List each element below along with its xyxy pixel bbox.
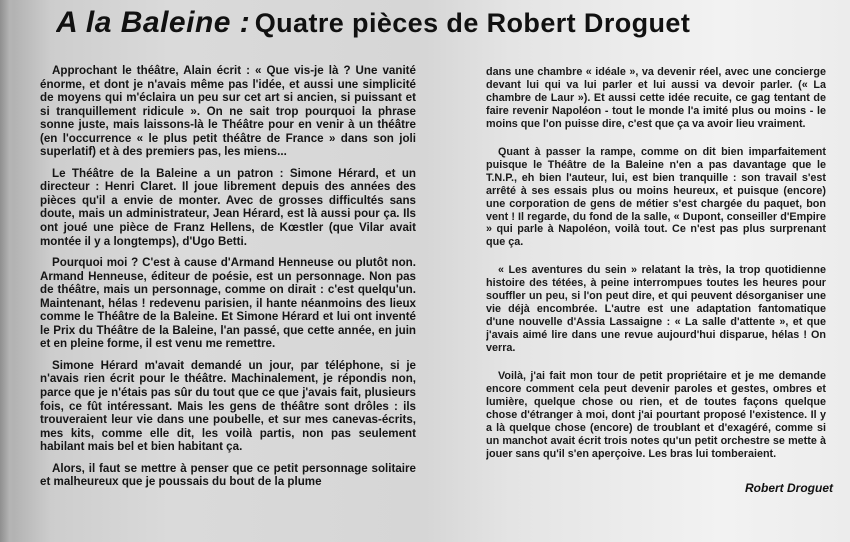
paragraph: Alors, il faut se mettre à penser que ce petit personnage solitaire et malheureux que je poussais du bout de la plume [40,461,416,489]
title-subject: Quatre pièces de Robert Droguet [254,8,691,38]
paragraph: « Les aventures du sein » relatant la très, la trop quotidienne histoire des tétées, à peine interrompues toutes les heures pour souffler un peu, si l'on peut dire, et qui peuvent désorganiser une vie déjà encombrée. L'autre est une adaptation fantomatique d'une nouvelle d'Assia Lassaigne : « La salle d'attente », et que j'avais aimé lire dans une revue aujourd'hui disparue, hélas ! On verra. [486,264,826,355]
paragraph: Le Théâtre de la Baleine a un patron : Simone Hérard, et un directeur : Henri Claret. Il joue librement depuis des années des pièces qu'il a envie de monter. Avec de grosses difficultés sans doute, mais un administrateur, Jean Hérard, est là aussi pour ça. Ils ont joué une pièce de Franz Hellens, de Kœstler (que Vilar avait montée il y a longtemps), d'Ugo Betti. [40,166,416,248]
title-venue: A la Baleine : [56,6,251,39]
article-title [56,6,836,56]
paragraph: Pourquoi moi ? C'est à cause d'Armand Henneuse ou plutôt non. Armand Henneuse, éditeur de poésie, est un personnage. Non pas de théâtre, mais un personnage, comme on dirait : c'est quelqu'un. Maintenant, hélas ! redevenu parisien, il hante néanmoins des lieux comme le Théâtre de la Baleine. Et Simone Hérard et lui ont inventé le Prix du Théâtre de la Baleine, l'an passé, que cette année, en juin et en pleine forme, il est venu me remettre. [40,256,416,351]
paragraph: Voilà, j'ai fait mon tour de petit propriétaire et je me demande encore comment cela peut devenir paroles et gestes, ombres et lumière, quelque chose ou rien, et de toutes façons quelque chose d'étranger à moi, dont j'ai pourtant proposé l'existence. Il y a là quelque chose (encore) de troublant et d'exagéré, comme si un manchot avait écrit trois notes qu'un petit orchestre se mette à jouer sans qu'il s'en aperçoive. Les bras lui tomberaient. [486,370,826,460]
paragraph: Quant à passer la rampe, comme on dit bien imparfaitement puisque le Théâtre de la Baleine n'en a pas davantage que le T.N.P., eh bien l'auteur, lui, est bien tranquille : son travail s'est arrêté à ses essais plus ou moins heureux, et puisque (encore) une corporation de gens de métier s'est chargée du paquet, bon vent ! Il regarde, du fond de la salle, « Dupont, conseiller d'Empire » qui parle à Napoléon, voilà tout. Ce n'est pas plus surprenant que ça. [486,145,826,249]
page-fold-shadow [0,0,14,542]
paragraph: Approchant le théâtre, Alain écrit : « Que vis-je là ? Une vanité énorme, et dont je n'avais même pas l'idée, et aussi une simplicité de moyens qui m'éclaira un peu sur cet art si ancien, si puissant et si tranquillement ridicule ». On ne sait trop pourquoi la phrase sonne juste, mais laissons-là le Théâtre pour en venir à un théâtre (en l'occurrence « le plus petit théâtre de France » dans son joli superlatif) et à des premiers pas, les miens... [40,64,416,159]
paragraph: Simone Hérard m'avait demandé un jour, par téléphone, si je n'avais rien écrit pour le théâtre. Machinalement, je répondis non, parce que je n'étais pas sûr du tout que ce que j'avais fait, plusieurs fois, ce fût intéressant. Mais les gens de théâtre sont drôles : ils trouveraient leur vie dans une poubelle, et sur mes canevas-écrits, mes kits, comme elle dit, les voilà partis, non pas seulement habilant mais bel et bien habitant ça. [40,358,416,454]
left-column [40,64,416,542]
right-column [486,66,826,511]
author-signature: Robert Droguet [745,481,833,495]
paragraph: dans une chambre « idéale », va devenir réel, avec une concierge devant lui qui va lui parler et lui aussi va devoir parler. (« La chambre de Laur »). Et aussi cette idée recuite, ce gag tentant de faire revenir Napoléon - tout le monde l'a imité plus ou moins - le moins que l'on puisse dire, c'est que ça va avoir lieu vraiment. [486,66,826,130]
